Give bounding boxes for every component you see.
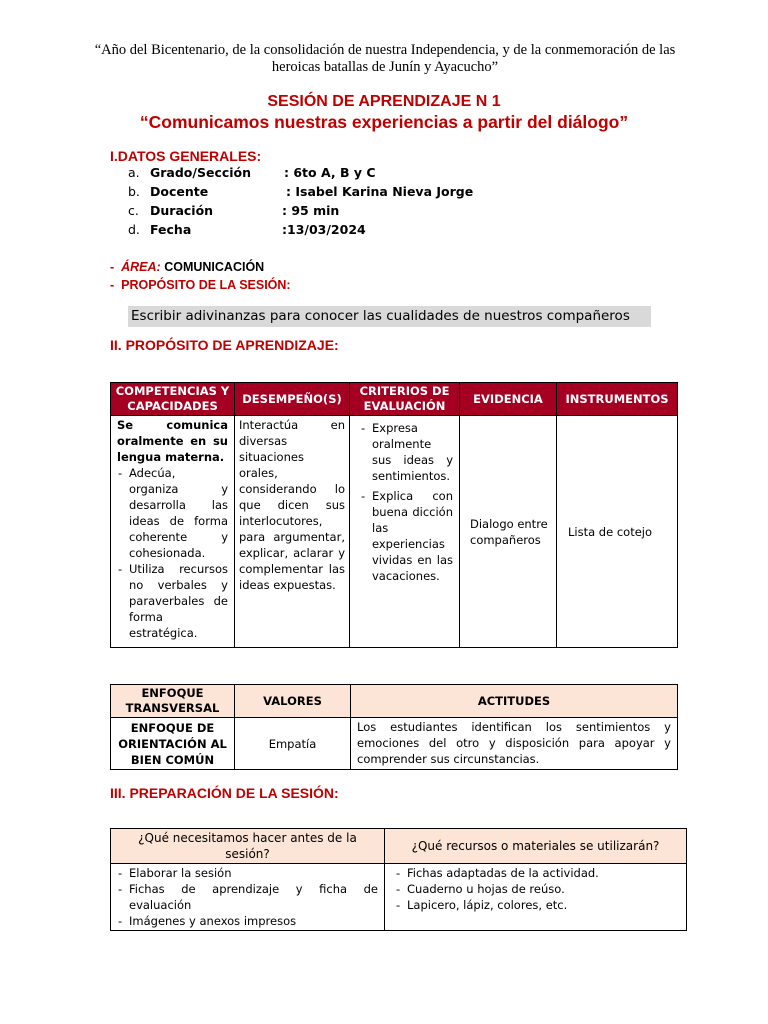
actitud-cell: Los estudiantes identifican los sentimientos y emociones del otro y disposición para apoyar y comprender sus circunstancias. [351,718,678,770]
criterios-cell [350,416,460,648]
item-value: : 95 min [282,203,340,218]
task-item: - Imágenes y anexos impresos [117,913,378,929]
desempeno-text: Interactúa en diversas situaciones orales, considerando lo que dicen sus interlocutores, para argumentar, explicar, aclarar y complementar las ideas expuestas. [239,418,345,592]
section-number: I. [110,148,118,164]
purpose-text: Escribir adivinanzas para conocer las cualidades de nuestros compañeros [128,306,651,327]
item-letter: c. [128,203,139,218]
item-letter: d. [128,222,140,237]
instrumentos-cell: Lista de cotejo [557,416,678,648]
resources-cell [385,864,687,931]
preparation-table [110,828,687,931]
session-subtitle: “Comunicamos nuestras experiencias a partir del diálogo” [139,112,629,132]
header-competencias: COMPETENCIAS Y CAPACIDADES [111,383,235,416]
resource-item: - Cuaderno u hojas de reúso. [395,881,676,897]
general-item [128,203,340,221]
header-evidencia: EVIDENCIA [460,383,557,416]
session-title: SESIÓN DE APRENDIZAJE N 1 [267,93,501,110]
general-item [128,184,474,202]
header-criterios: CRITERIOS DE EVALUACIÓN [350,383,460,416]
section-label: PREPARACIÓN DE LA SESIÓN: [129,785,339,801]
area-label: ÁREA: [121,260,161,274]
resource-item: - Fichas adaptadas de la actividad. [395,865,676,881]
competencias-cell [111,416,235,648]
purpose-line [110,278,291,292]
header-resources: ¿Qué recursos o materiales se utilizarán? [385,829,687,864]
criterio-item: - Expresa oralmente sus ideas y sentimientos. [360,420,453,484]
section-label: DATOS GENERALES: [117,148,262,164]
area-value: COMUNICACIÓN [164,260,265,274]
item-key: Docente [150,184,209,199]
section-label: PROPÓSITO DE APRENDIZAJE: [125,337,339,353]
general-item [128,222,366,240]
valor-cell: Empatía [235,718,351,770]
area-line [110,260,264,274]
dash: - [110,278,115,292]
item-letter: b. [128,184,140,199]
header-instrumentos: INSTRUMENTOS [557,383,678,416]
section-preparation-heading [110,785,339,801]
item-key: Fecha [150,222,192,237]
item-letter: a. [128,165,140,180]
before-session-cell [111,864,385,931]
dash: - [110,260,115,274]
section-number: II. [110,337,122,353]
item-value: : 6to A, B y C [284,165,376,180]
header-actitudes: ACTITUDES [351,685,678,718]
section-number: III. [110,785,126,801]
header-valores: VALORES [235,685,351,718]
section-purpose-heading [110,337,339,353]
purpose-label: PROPÓSITO DE LA SESIÓN: [121,278,291,292]
motto: “Año del Bicentenario, de la consolidación de nuestra Independencia, y de la conmemoración de las heroicas batallas de Junín y Ayacucho” [94,42,676,75]
section-general-heading [110,148,261,164]
capacidad-item: - Adecúa, organiza y desarrolla las ideas de forma coherente y cohesionada. [117,465,228,561]
general-item [128,165,376,183]
competencies-table [110,382,678,648]
transversal-table [110,684,678,770]
item-key: Grado/Sección [150,165,252,180]
resource-item: - Lapicero, lápiz, colores, etc. [395,897,676,913]
evidencia-cell: Dialogo entre compañeros [460,416,557,648]
item-value: : Isabel Karina Nieva Jorge [286,184,474,199]
header-before-session: ¿Qué necesitamos hacer antes de la sesión? [111,829,385,864]
enfoque-cell: ENFOQUE DE ORIENTACIÓN AL BIEN COMÚN [111,718,235,770]
item-key: Duración [150,203,214,218]
criterio-item: - Explica con buena dicción las experiencias vividas en las vacaciones. [360,488,453,584]
header-enfoque: ENFOQUE TRANSVERSAL [111,685,235,718]
task-item: - Elaborar la sesión [117,865,378,881]
item-value: :13/03/2024 [282,222,366,237]
task-item: - Fichas de aprendizaje y ficha de evaluación [117,881,378,913]
competencia-text: Se comunica oralmente en su lengua materna. [117,418,228,464]
desempeno-cell [235,416,350,648]
capacidad-item: - Utiliza recursos no verbales y paraverbales de forma estratégica. [117,561,228,641]
header-desempeno: DESEMPEÑO(S) [235,383,350,416]
